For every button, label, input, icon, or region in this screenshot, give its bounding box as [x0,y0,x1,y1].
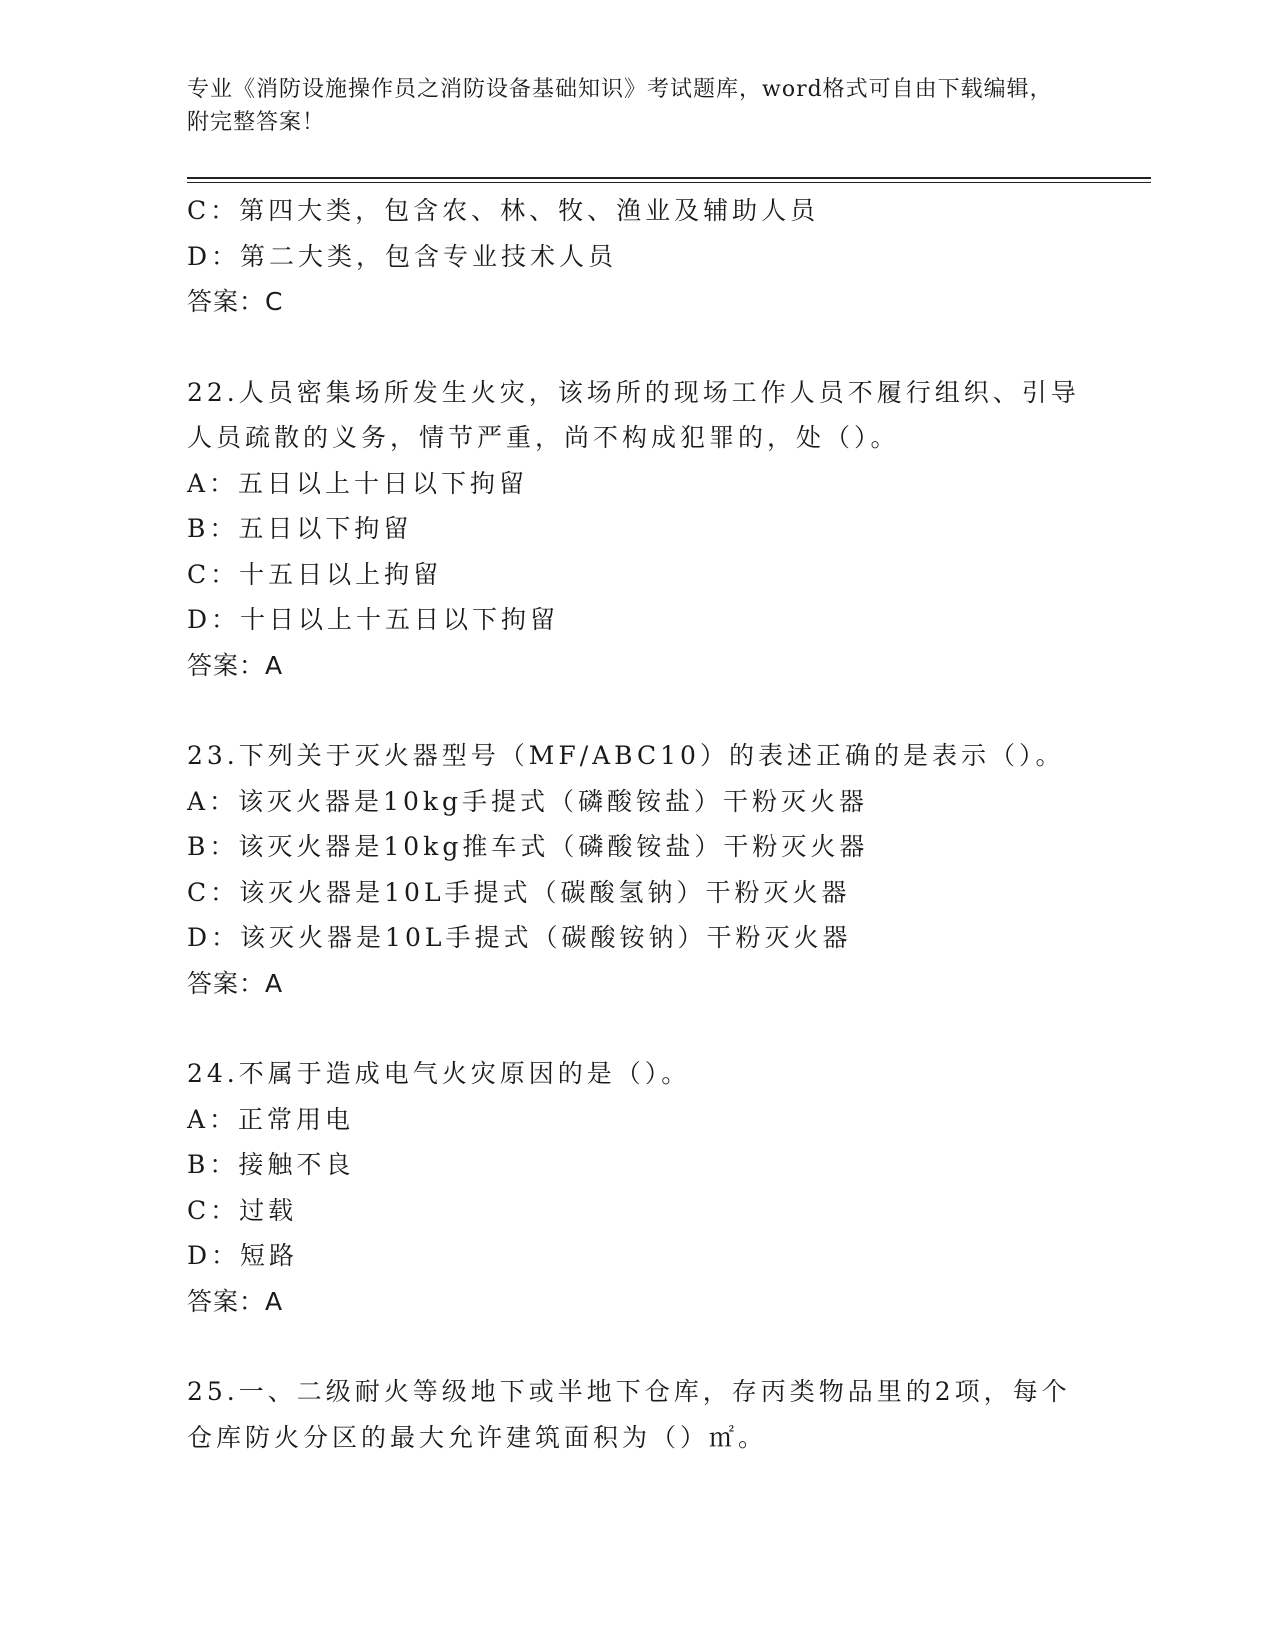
option-line: C：过载 [187,1195,298,1225]
question-line: 25.一、二级耐火等级地下或半地下仓库，存丙类物品里的2项，每个 [187,1377,1071,1406]
question-line: 22.人员密集场所发生火灾，该场所的现场工作人员不履行组织、引导 [187,377,1080,407]
option-line: D：短路 [187,1241,299,1270]
question-block [187,370,1087,689]
question-line: 23.下列关于灭火器型号（MF/ABC10）的表述正确的是表示（）。 [187,741,1065,770]
document-header: 专业《消防设施操作员之消防设备基础知识》考试题库，word格式可自由下载编辑，附完整答案！ [187,77,1053,135]
option-line: A：五日以上十日以下拘留 [187,468,529,498]
block-gap [187,688,1087,733]
answer-line: 答案：A [187,968,284,998]
question-block [187,1051,1087,1324]
answer-line: 答案：C [187,287,284,316]
question-block [187,188,1087,325]
option-line: A：该灭火器是10kg手提式（磷酸铵盐）干粉灭火器 [187,786,869,816]
question-list [187,188,1087,1460]
question-block [187,1369,1087,1460]
option-line: B：五日以下拘留 [187,514,413,543]
answer-line: 答案：A [187,650,284,680]
option-line: C：十五日以上拘留 [187,559,443,589]
question-line: 24.不属于造成电气火灾原因的是（）。 [187,1059,691,1088]
block-gap [187,1006,1087,1051]
question-line: D：第二大类，包含专业技术人员 [187,241,618,271]
question-line: C：第四大类，包含农、林、牧、渔业及辅助人员 [187,196,820,225]
question-line: 仓库防火分区的最大允许建筑面积为（）㎡。 [187,1422,768,1452]
block-gap [187,325,1087,370]
option-line: D：该灭火器是10L手提式（碳酸铵钠）干粉灭火器 [187,923,852,952]
question-line: 人员疏散的义务，情节严重，尚不构成犯罪的，处（）。 [187,423,900,452]
option-line: C：该灭火器是10L手提式（碳酸氢钠）干粉灭火器 [187,877,851,907]
option-line: B：该灭火器是10kg推车式（磷酸铵盐）干粉灭火器 [187,832,869,861]
option-line: A：正常用电 [187,1104,355,1134]
block-gap [187,1324,1087,1369]
option-line: D：十日以上十五日以下拘留 [187,605,560,634]
header-rule-thick [187,177,1151,179]
option-line: B：接触不良 [187,1150,355,1179]
answer-line: 答案：A [187,1286,284,1316]
header-rule-thin [187,182,1151,183]
question-block [187,733,1087,1006]
